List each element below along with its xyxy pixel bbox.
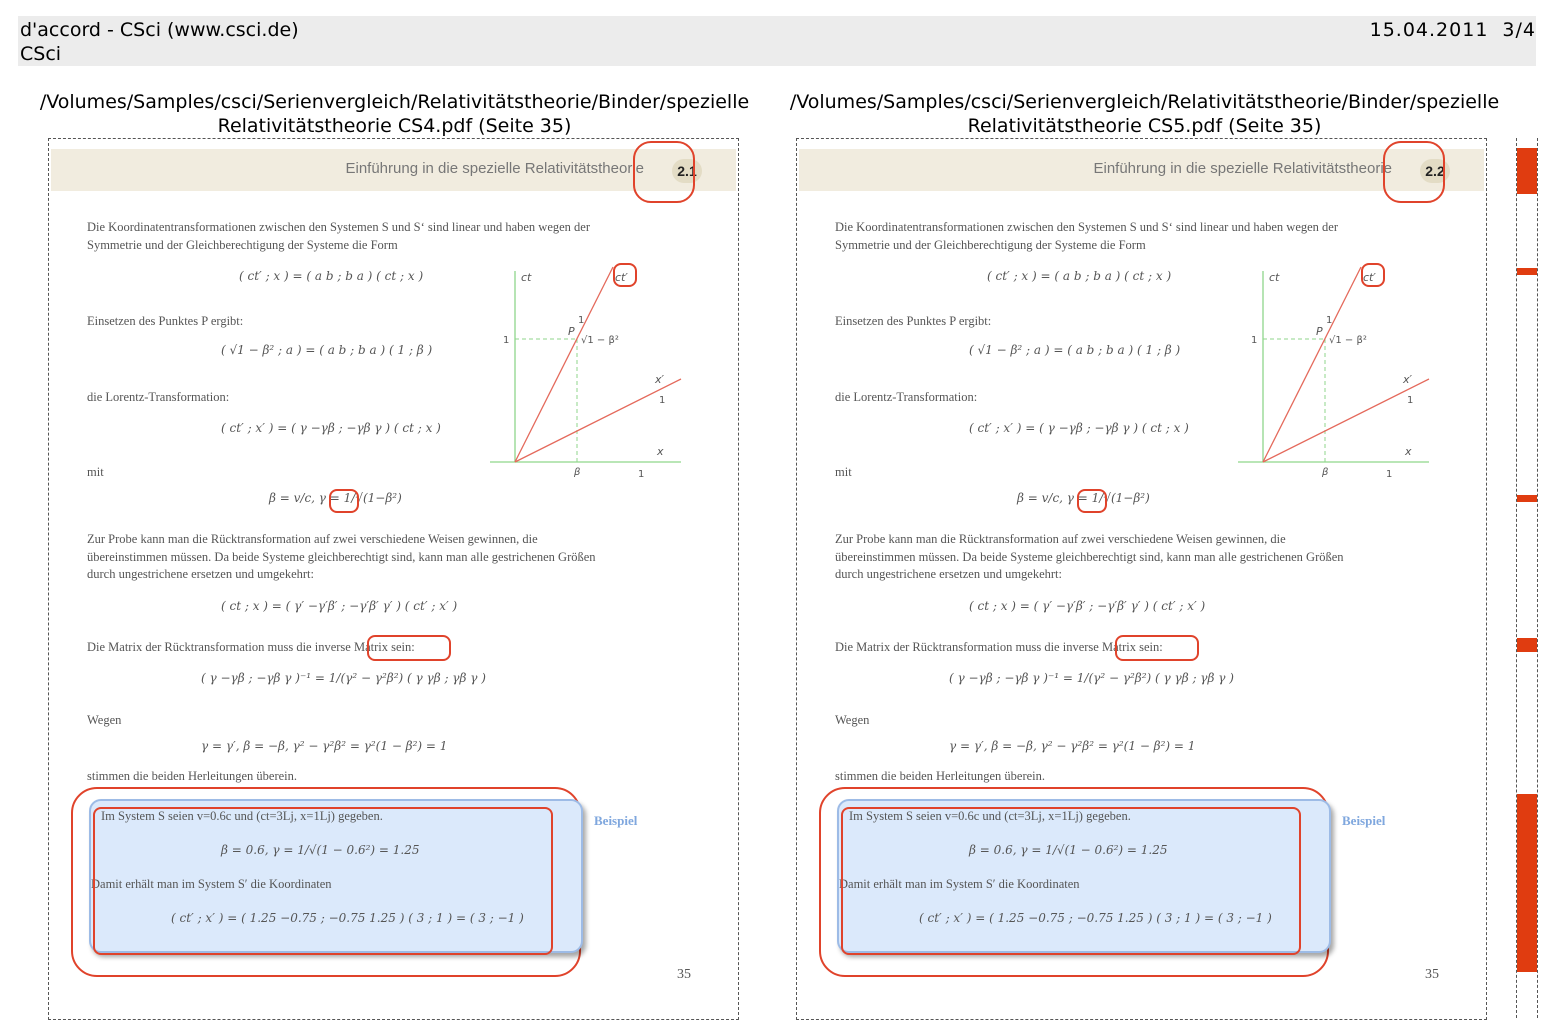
label-ct: ct (521, 271, 532, 284)
label-one-ctp: 1 (578, 315, 585, 326)
page-number: 35 (1425, 967, 1439, 982)
equation-lorentz: ( ct′ ; x′ ) = ( γ −γβ ; −γβ γ ) ( ct ; x ) (221, 421, 441, 435)
example-label: Beispiel (1342, 813, 1386, 828)
paragraph-lorentz: die Lorentz-Transformation: (835, 390, 978, 404)
paragraph-wegen: Wegen (835, 713, 870, 727)
paragraph-matrix: Die Matrix der Rücktransformation muss die inverse Matrix sein: (87, 640, 415, 654)
ctp-axis (515, 267, 613, 462)
label-p: P (1316, 325, 1323, 338)
paragraph-conclusion: stimmen die beiden Herleitungen überein. (87, 769, 298, 783)
example-line-2: Damit erhält man im System S′ die Koordinaten (91, 877, 332, 891)
paragraph-intro: Die Koordinatentransformationen zwischen den Systemen S und S‘ sind linear und haben wegen der Symmetrie und der Gleichberechtigung der Systeme die Form (87, 220, 590, 252)
right-file-path: /Volumes/Samples/csci/Serienvergleich/Relativitätstheorie/Binder/spezielle Relativitätstheorie CS5.pdf (Seite 35) (789, 91, 1500, 137)
diff-marker[interactable] (1517, 495, 1537, 502)
diff-highlight-example-inner[interactable] (841, 807, 1301, 955)
label-one-x: 1 (1386, 469, 1393, 477)
label-sqrt: √1 − β² (581, 335, 619, 346)
diff-highlight-matrix[interactable] (1115, 635, 1199, 661)
example-equation-2: ( ct′ ; x′ ) = ( 1.25 −0.75 ; −0.75 1.25 ) ( 3 ; 1 ) = ( 3 ; −1 ) (919, 911, 1272, 925)
diff-highlight-chapter[interactable] (633, 141, 695, 203)
paragraph-intro: Die Koordinatentransformationen zwischen den Systemen S und S‘ sind linear und haben wegen der Symmetrie und der Gleichberechtigung der Systeme die Form (835, 220, 1338, 252)
chapter-number: 2.2 (1420, 159, 1450, 183)
diff-marker[interactable] (1517, 148, 1537, 194)
diff-highlight-chapter[interactable] (1383, 141, 1445, 203)
equation-reverse: ( ct ; x ) = ( γ′ −γ′β′ ; −γ′β′ γ′ ) ( ct′ ; x′ ) (969, 599, 1206, 613)
label-one-y: 1 (1251, 335, 1258, 346)
ctp-axis (1263, 267, 1361, 462)
label-ctp: ct′ (1363, 271, 1376, 284)
chapter-title: Einführung in die spezielle Relativitätstheorie (1093, 160, 1392, 177)
diff-marker[interactable] (1517, 794, 1537, 972)
window-header (18, 16, 1536, 66)
equation-beta-def: β = v/c, γ = 1/√(1−β²) (269, 491, 402, 505)
equation-general-form: ( ct′ ; x ) = ( a b ; b a ) ( ct ; x ) (239, 269, 424, 283)
paragraph-check: Zur Probe kann man die Rücktransformation auf zwei verschiedene Weisen gewinnen, die übereinstimmen müssen. Da beide Systeme gleichberechtigt sind, kann man alle gestrichenen Größen durch ungestrichene ersetzen und umgekehrt: (87, 532, 596, 581)
diff-marker[interactable] (1517, 638, 1537, 652)
equation-general-form: ( ct′ ; x ) = ( a b ; b a ) ( ct ; x ) (987, 269, 1172, 283)
label-x: x (1405, 445, 1412, 458)
app-subtitle: CSci (20, 43, 62, 65)
label-ctp: ct′ (615, 271, 628, 284)
right-page-view[interactable] (796, 138, 1487, 1020)
label-xp: x′ (1403, 373, 1413, 386)
chapter-number: 2.1 (672, 159, 702, 183)
label-one-ctp: 1 (1326, 315, 1333, 326)
spacetime-diagram (485, 257, 695, 477)
header-right (1356, 18, 1536, 42)
equation-point-p: ( √1 − β² ; a ) = ( a b ; b a ) ( 1 ; β ) (221, 343, 433, 357)
paragraph-matrix: Die Matrix der Rücktransformation muss die inverse Matrix sein: (835, 640, 1163, 654)
left-page-view[interactable] (48, 138, 739, 1020)
label-ct: ct (1269, 271, 1280, 284)
paragraph-lorentz: die Lorentz-Transformation: (87, 390, 230, 404)
app-title: d'accord - CSci (www.csci.de) (20, 19, 299, 41)
equation-point-p: ( √1 − β² ; a ) = ( a b ; b a ) ( 1 ; β ) (969, 343, 1181, 357)
chapter-band (799, 149, 1484, 191)
diff-highlight-gamma[interactable] (329, 489, 359, 513)
example-line-1: Im System S seien v=0.6c und (ct=3Lj, x=1Lj) gegeben. (101, 809, 383, 823)
paragraph-mit: mit (835, 465, 852, 479)
example-line-2: Damit erhält man im System S′ die Koordinaten (839, 877, 1080, 891)
chapter-title: Einführung in die spezielle Relativitätstheorie (345, 160, 644, 177)
example-line-1: Im System S seien v=0.6c und (ct=3Lj, x=1Lj) gegeben. (849, 809, 1131, 823)
diff-highlight-example-inner[interactable] (93, 807, 553, 955)
paragraph-wegen: Wegen (87, 713, 122, 727)
equation-identity: γ = γ′, β = −β, γ² − γ²β² = γ²(1 − β²) = 1 (949, 739, 1196, 753)
example-label: Beispiel (594, 813, 638, 828)
label-x: x (657, 445, 664, 458)
date-label: 15.04.2011 (1369, 19, 1489, 41)
paragraph-mit: mit (87, 465, 104, 479)
page-counter: 3/4 (1502, 19, 1536, 41)
paragraph-point-p: Einsetzen des Punktes P ergibt: (87, 314, 244, 328)
label-beta: β (1322, 467, 1329, 477)
equation-lorentz: ( ct′ ; x′ ) = ( γ −γβ ; −γβ γ ) ( ct ; x ) (969, 421, 1189, 435)
label-one-xp: 1 (1407, 395, 1414, 406)
diff-highlight-matrix[interactable] (367, 635, 451, 661)
paragraph-check: Zur Probe kann man die Rücktransformation auf zwei verschiedene Weisen gewinnen, die übereinstimmen müssen. Da beide Systeme gleichberechtigt sind, kann man alle gestrichenen Größen durch ungestrichene ersetzen und umgekehrt: (835, 532, 1344, 581)
label-beta: β (574, 467, 581, 477)
example-equation-1: β = 0.6, γ = 1/√(1 − 0.6²) = 1.25 (221, 843, 420, 857)
diff-marker[interactable] (1517, 268, 1537, 275)
paragraph-point-p: Einsetzen des Punktes P ergibt: (835, 314, 992, 328)
left-file-path: /Volumes/Samples/csci/Serienvergleich/Relativitätstheorie/Binder/spezielle Relativitätstheorie CS4.pdf (Seite 35) (39, 91, 750, 137)
example-equation-1: β = 0.6, γ = 1/√(1 − 0.6²) = 1.25 (969, 843, 1168, 857)
diff-highlight-ctp[interactable] (613, 263, 637, 287)
difference-overview-strip[interactable] (1516, 138, 1538, 1018)
equation-inverse: ( γ −γβ ; −γβ γ )⁻¹ = 1/(γ² − γ²β²) ( γ γβ ; γβ γ ) (949, 671, 1234, 685)
page-number: 35 (677, 967, 691, 982)
equation-beta-def: β = v/c, γ = 1/√(1−β²) (1017, 491, 1150, 505)
equation-reverse: ( ct ; x ) = ( γ′ −γ′β′ ; −γ′β′ γ′ ) ( ct′ ; x′ ) (221, 599, 458, 613)
label-p: P (568, 325, 575, 338)
label-one-x: 1 (638, 469, 645, 477)
paragraph-conclusion: stimmen die beiden Herleitungen überein. (835, 769, 1046, 783)
label-one-y: 1 (503, 335, 510, 346)
equation-inverse: ( γ −γβ ; −γβ γ )⁻¹ = 1/(γ² − γ²β²) ( γ γβ ; γβ γ ) (201, 671, 486, 685)
spacetime-diagram (1233, 257, 1443, 477)
diff-highlight-gamma[interactable] (1077, 489, 1107, 513)
example-equation-2: ( ct′ ; x′ ) = ( 1.25 −0.75 ; −0.75 1.25 ) ( 3 ; 1 ) = ( 3 ; −1 ) (171, 911, 524, 925)
label-xp: x′ (655, 373, 665, 386)
equation-identity: γ = γ′, β = −β, γ² − γ²β² = γ²(1 − β²) = 1 (201, 739, 448, 753)
label-sqrt: √1 − β² (1329, 335, 1367, 346)
diff-highlight-ctp[interactable] (1361, 263, 1385, 287)
label-one-xp: 1 (659, 395, 666, 406)
